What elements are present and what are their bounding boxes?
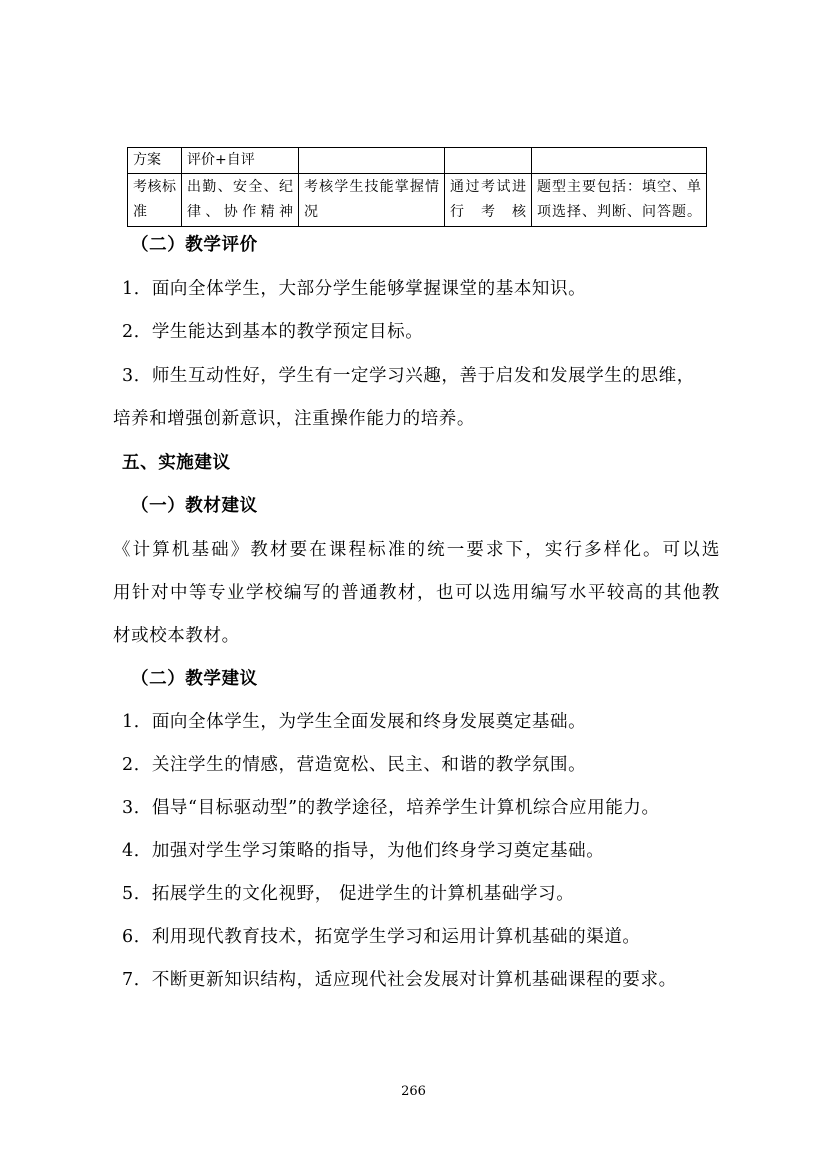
page-number: 266 bbox=[401, 1084, 426, 1099]
subsection-heading-teaching: （二）教学建议 bbox=[131, 669, 258, 689]
table-cell: 方案 bbox=[128, 148, 182, 174]
table-cell bbox=[532, 148, 707, 174]
teaching-item-2: 2．关注学生的情感，营造宽松、民主、和谐的教学氛围。 bbox=[122, 755, 587, 775]
teaching-item-3: 3．倡导“目标驱动型”的教学途径，培养学生计算机综合应用能力。 bbox=[122, 798, 660, 818]
teaching-item-1: 1．面向全体学生，为学生全面发展和终身发展奠定基础。 bbox=[122, 712, 587, 732]
eval-item-2: 2．学生能达到基本的教学预定目标。 bbox=[122, 322, 424, 342]
table-cell: 考核学生技能掌握情况 bbox=[299, 174, 445, 227]
section-heading-5: 五、实施建议 bbox=[122, 453, 231, 473]
eval-item-3: 3．师生互动性好，学生有一定学习兴趣，善于启发和发展学生的思维， bbox=[122, 366, 695, 386]
teaching-item-6: 6．利用现代教育技术，拓宽学生学习和运用计算机基础的渠道。 bbox=[122, 927, 641, 947]
materials-line-1: 《计算机基础》教材要在课程标准的统一要求下，实行多样化。可以选 bbox=[113, 540, 720, 560]
table-row bbox=[128, 148, 707, 174]
table-cell: 考核标准 bbox=[128, 174, 182, 227]
eval-item-1: 1．面向全体学生，大部分学生能够掌握课堂的基本知识。 bbox=[122, 279, 587, 299]
section-heading-eval: （二）教学评价 bbox=[131, 235, 258, 255]
subsection-heading-materials: （一）教材建议 bbox=[131, 496, 258, 516]
assessment-table bbox=[127, 147, 707, 227]
eval-item-3-cont: 培养和增强创新意识，注重操作能力的培养。 bbox=[113, 409, 475, 429]
table-cell bbox=[445, 148, 532, 174]
table-cell: 出勤、安全、纪律、协作精神 bbox=[182, 174, 299, 227]
table-cell: 评价+自评 bbox=[182, 148, 299, 174]
materials-line-2: 用针对中等专业学校编写的普通教材，也可以选用编写水平较高的其他教 bbox=[113, 583, 720, 603]
materials-line-3: 材或校本教材。 bbox=[113, 626, 240, 646]
table-cell bbox=[299, 148, 445, 174]
teaching-item-4: 4．加强对学生学习策略的指导，为他们终身学习奠定基础。 bbox=[122, 841, 605, 861]
table-cell: 通过考试进行考核 bbox=[445, 174, 532, 227]
teaching-item-7: 7．不断更新知识结构，适应现代社会发展对计算机基础课程的要求。 bbox=[122, 970, 677, 990]
teaching-item-5: 5．拓展学生的文化视野， 促进学生的计算机基础学习。 bbox=[122, 884, 575, 904]
table-row bbox=[128, 174, 707, 227]
table-cell: 题型主要包括：填空、单项选择、判断、问答题。 bbox=[532, 174, 707, 227]
